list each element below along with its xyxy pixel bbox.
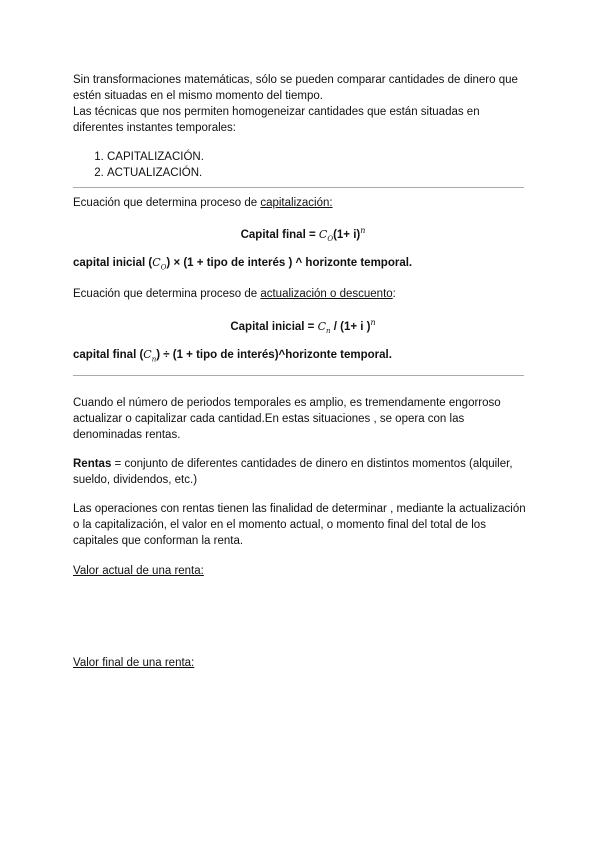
actualizacion-description (73, 347, 533, 367)
rentas-intro-paragraph: Cuando el número de periodos temporales es amplio, es tremendamente engorroso actualizar o capitalizar cada cantidad.En estas situaciones , se opera con las denominadas rentas. (73, 397, 501, 441)
desc-symbol: C (152, 256, 161, 269)
desc-suffix: ) ÷ (1 + tipo de interés)^horizonte temporal. (156, 349, 392, 361)
desc-symbol-sub: n (151, 355, 157, 364)
rentas-term: Rentas (73, 458, 112, 470)
formula-symbol: C (318, 227, 328, 241)
rentas-definition-text: = conjunto de diferentes cantidades de dinero en distintos momentos (alquiler, sueldo, dividendos, etc.) (73, 458, 513, 486)
divider (73, 375, 524, 376)
capitalizacion-description (73, 255, 533, 275)
list-item: 2. ACTUALIZACIÓN. (107, 165, 533, 181)
formula-label: Capital inicial = (230, 320, 318, 333)
actualizacion-intro (73, 286, 533, 302)
operaciones-paragraph: Las operaciones con rentas tienen las finalidad de determinar , mediante la actualización o la capitalización, el valor en el momento actual, o momento final del total de los capitales que conforman la renta. (73, 503, 526, 547)
rentas-definition (73, 456, 533, 488)
desc-symbol: C (143, 348, 152, 361)
formula-symbol-sub: O (327, 235, 334, 244)
formula-label: Capital final = (240, 228, 319, 241)
capitalizacion-formula (73, 223, 533, 247)
formula-exponent: n (360, 226, 366, 235)
techniques-list (73, 149, 533, 181)
capitalizacion-intro-text: Ecuación que determina proceso de (73, 197, 261, 209)
valor-actual-heading: Valor actual de una renta: (73, 565, 204, 577)
intro-paragraph-2: Las técnicas que nos permiten homogeneizar cantidades que están situadas en diferentes instantes temporales: (73, 106, 480, 134)
capitalizacion-term: capitalización: (260, 197, 333, 209)
formula-exponent: n (370, 318, 376, 327)
actualizacion-term: actualización o descuento (260, 288, 393, 300)
formula-rest: (1+ i) (333, 228, 361, 241)
list-item: 1. CAPITALIZACIÓN. (107, 149, 533, 165)
divider (73, 187, 524, 188)
desc-prefix: capital final ( (73, 349, 144, 361)
actualizacion-formula (73, 315, 533, 339)
desc-suffix: ) × (1 + tipo de interés ) ^ horizonte temporal. (166, 257, 413, 269)
valor-final-heading: Valor final de una renta: (73, 657, 195, 669)
desc-symbol-sub: O (160, 263, 167, 272)
intro-paragraph-1: Sin transformaciones matemáticas, sólo se pueden comparar cantidades de dinero que estén situadas en el mismo momento del tiempo. (73, 74, 518, 102)
capitalizacion-intro (73, 195, 533, 211)
formula-symbol-sub: n (326, 327, 331, 336)
actualizacion-intro-text: Ecuación que determina proceso de (73, 288, 261, 300)
formula-symbol: C (317, 319, 327, 333)
formula-rest: / (1+ i ) (330, 320, 371, 333)
desc-prefix: capital inicial ( (73, 257, 153, 269)
actualizacion-intro-colon: : (392, 288, 396, 300)
